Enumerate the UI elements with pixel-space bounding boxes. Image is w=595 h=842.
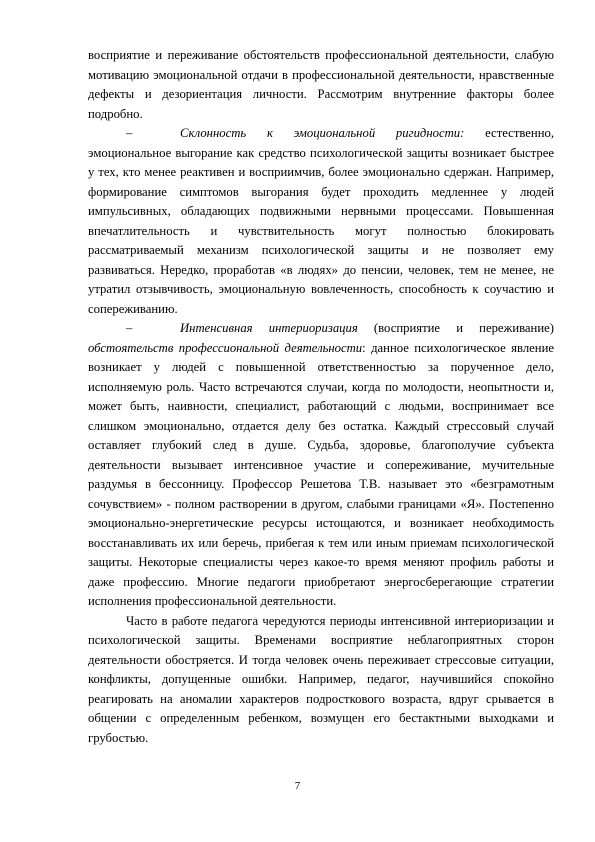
paragraph-text: естественно, эмоциональное выгорание как средство психологической защиты возникает быстрее у тех, кто менее реактивен и восприимчив, более эмоционально сдержан. Например, формирование симптомов выгорания будет проходить медленнее у людей импульсивных, обладающих подвижными нервными процессами. Повышенная впечатлительность и чувствительность могут полностью блокировать рассматриваемый механизм психологической защиты и не позволяет ему развиваться. Нередко, проработав «в людях» до пенсии, человек, тем не менее, не утратил отзывчивость, эмоциональную вовлеченность, способность к соучастию и сопереживанию.	[88, 126, 555, 316]
list-item-emotional-rigidity	[88, 124, 554, 319]
list-item-intensive-interiorization	[88, 319, 554, 612]
italic-term: обстоятельств профессиональной деятельности	[88, 340, 363, 355]
paragraph-text: (восприятие и переживание)	[357, 321, 554, 335]
italic-term: Интенсивная интериоризация	[180, 321, 358, 335]
page-body	[88, 46, 554, 748]
paragraph-continuation	[88, 46, 554, 124]
list-dash: –	[126, 321, 133, 335]
paragraph	[88, 612, 554, 749]
list-dash: –	[126, 126, 133, 140]
paragraph-text: Часто в работе педагога чередуются периоды интенсивной интериоризации и психологической защиты. Временами восприятие неблагоприятных сторон деятельности обостряется. И тогда человек очень переживает стрессовые ситуации, конфликты, допущенные ошибки. Например, педагог, научившийся спокойно реагировать на аномалии характеров подросткового возраста, вдруг срывается в общении с определенным ребенком, возмущен его бестактными выходками и грубостью.	[88, 613, 554, 745]
paragraph-text: восприятие и переживание обстоятельств профессиональной деятельности, слабую мотивацию эмоциональной отдачи в профессиональной деятельности, нравственные дефекты и дезориентация личности. Рассмотрим внутренние факторы более подробно.	[88, 48, 554, 121]
page-number: 7	[294, 780, 301, 792]
paragraph-text: : данное психологическое явление возникает у людей с повышенной ответственностью за порученное дело, исполняемую роль. Часто встречаются случаи, когда по молодости, неопытности и, может быть, наивности, специалист, работающий с людьми, воспринимает все слишком эмоционально, отдается делу без остатка. Каждый стрессовый случай оставляет глубокий след в душе. Судьба, здоровье, благополучие субъекта деятельности вызывает интенсивное участие и сопереживание, мучительные раздумья в бессонницу. Профессор Решетова Т.В. называет это «безграмотным сочувствием» - полном растворении в другом, слабыми границами «Я». Постепенно эмоционально-энергетические ресурсы истощаются, и возникает необходимость восстанавливать их или беречь, прибегая к тем или иным приемам психологической защиты. Некоторые специалисты через какое-то время меняют профиль работы и даже профессию. Многие педагоги приобретают энергосберегающие стратегии исполнения профессиональной деятельности.	[88, 340, 554, 608]
italic-term: Склонность к эмоциональной ригидности:	[180, 126, 465, 140]
